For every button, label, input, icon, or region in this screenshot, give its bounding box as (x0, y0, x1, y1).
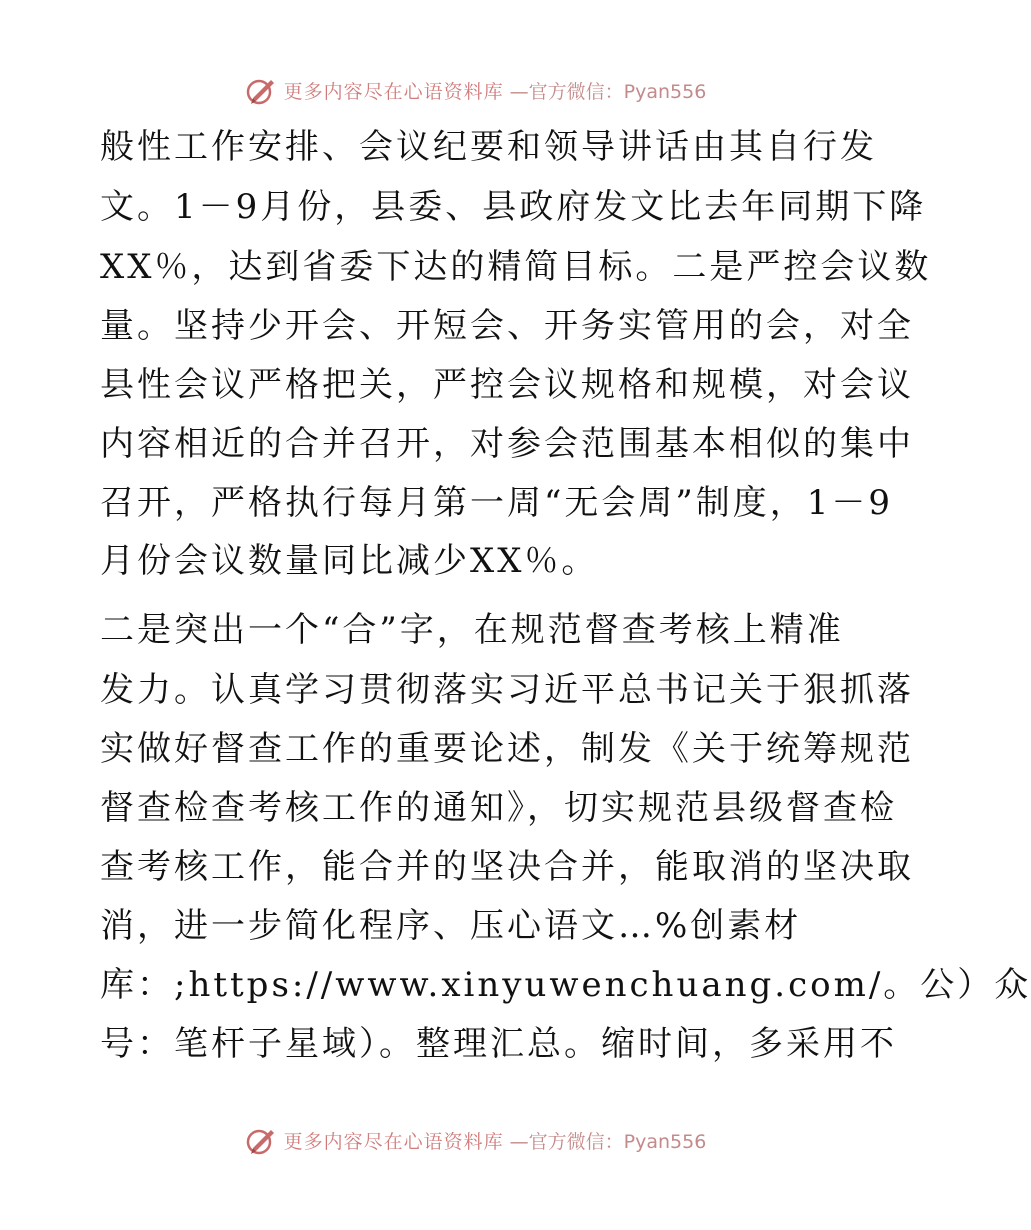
text-line: 实做好督查工作的重要论述，制发《关于统筹规范 (100, 729, 914, 769)
text-line: 内容相近的合并召开，对参会范围基本相似的集中 (100, 424, 914, 464)
text-line: 二是突出一个“合”字，在规范督查考核上精准 (100, 610, 844, 650)
text-line: 库：;https://www.xinyuwenchuang.com/。公）众 (100, 965, 1031, 1005)
watermark-contact: —官方微信：Pyan556 (509, 80, 707, 103)
text-line: 督查检查考核工作的通知》，切实规范县级督查检 (100, 788, 897, 828)
text-line: 号：笔杆子星域）。整理汇总。缩时间，多采用不 (100, 1024, 897, 1064)
watermark-site: 更多内容尽在心语资料库 (283, 1130, 504, 1153)
text-line: 发力。认真学习贯彻落实习近平总书记关于狠抓落 (100, 670, 914, 710)
watermark-site: 更多内容尽在心语资料库 (283, 80, 504, 103)
text-line: 召开，严格执行每月第一周“无会周”制度，1－9 (100, 483, 894, 523)
text-line: 消，进一步简化程序、压心语文…%创素材 (100, 906, 802, 946)
watermark-footer (0, 1120, 950, 1160)
text-line: 县性会议严格把关，严控会议规格和规模，对会议 (100, 365, 914, 405)
text-line: 月份会议数量同比减少XX％。 (100, 541, 599, 581)
pen-logo-icon (244, 1123, 278, 1157)
text-line: 般性工作安排、会议纪要和领导讲话由其自行发 (100, 127, 877, 167)
text-line: 文。1－9月份，县委、县政府发文比去年同期下降 (100, 187, 927, 227)
pen-logo-icon (244, 73, 278, 107)
text-line: XX％，达到省委下达的精简目标。二是严控会议数 (100, 247, 932, 287)
text-line: 量。坚持少开会、开短会、开务实管用的会，对全 (100, 306, 914, 346)
watermark-contact: —官方微信：Pyan556 (509, 1130, 707, 1153)
text-line: 查考核工作，能合并的坚决合并，能取消的坚决取 (100, 847, 914, 887)
watermark-header (0, 70, 950, 110)
